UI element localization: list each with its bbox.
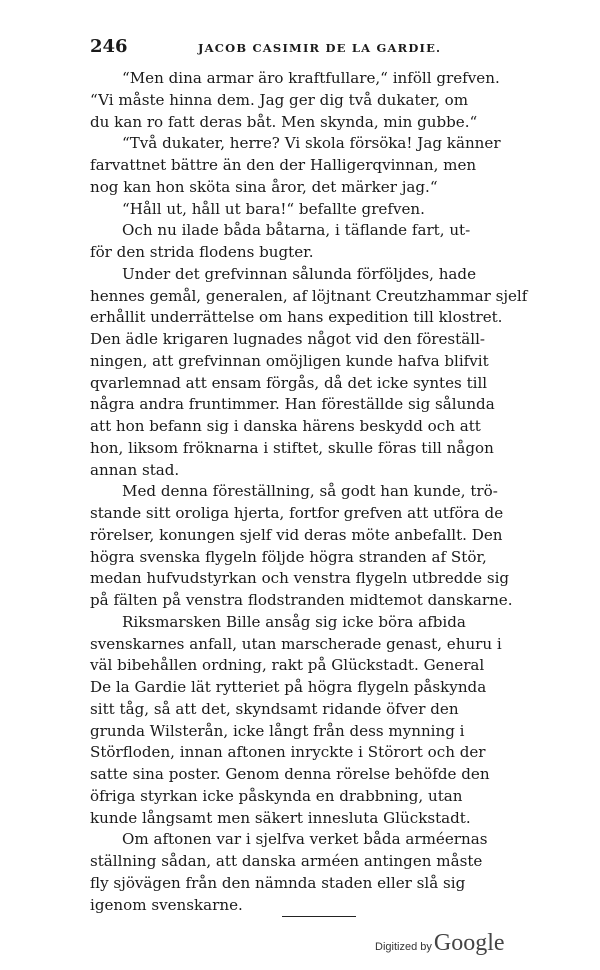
page-header bbox=[90, 36, 556, 60]
digitized-watermark bbox=[375, 930, 505, 957]
paragraph: Om aftonen var i sjelfva verket båda arméernas ställning sådan, att danska arméen antingen måste fly sjövägen från den nämnda staden eller slå sig igenom svenskarne. bbox=[90, 830, 488, 914]
page-body bbox=[90, 68, 556, 916]
end-rule bbox=[282, 916, 356, 917]
running-title: JACOB CASIMIR DE LA GARDIE. bbox=[198, 41, 442, 55]
paragraph: Och nu ilade båda båtarna, i täflande fart, ut- för den strida flodens bugter. bbox=[90, 221, 471, 261]
digitized-label: Digitized by bbox=[375, 941, 432, 953]
paragraph: Riksmarsken Bille ansåg sig icke böra afbida svenskarnes anfall, utan marscherade genast, ehuru i väl bibehållen ordning, rakt på Glückstadt. General De la Gardie lät rytteriet på högra flygeln påskynda sitt tåg, så att det, skyndsamt ridande öfver den grunda Wilsterån, icke långt från dess mynning i Störfloden, innan aftonen inryckte i Störort och der satte sina poster. Genom denna rörelse behöfde den öfriga styrkan icke påskynda en drabbning, utan kunde långsamt men säkert innesluta Glückstadt. bbox=[90, 612, 502, 827]
book-page bbox=[90, 36, 556, 916]
paragraph: “Håll ut, håll ut bara!“ befallte grefven. bbox=[122, 199, 425, 218]
paragraph: Under det grefvinnan sålunda förföljdes, hade hennes gemål, generalen, af löjtnant Creutzhammar sjelf erhållit underrättelse om hans expedition till klostret. Den ädle krigaren lugnades något vid den föreställ- ningen, att grefvinnan omöjligen kunde hafva blifvit qvarlemnad att ensam förgås, då det icke syntes till några andra fruntimmer. Han föreställde sig sålunda att hon befann sig i danska härens beskydd och att hon, liksom fröknarna i stiftet, skulle föras till någon annan stad. bbox=[90, 264, 528, 479]
paragraph: Med denna föreställning, så godt han kunde, trö- stande sitt oroliga hjerta, fortfor grefven att utföra de rörelser, konungen sjelf vid deras möte anbefallt. Den högra svenska flygeln följde högra stranden af Stör, medan hufvudstyrkan och venstra flygeln utbredde sig på fälten på venstra flodstranden midtemot danskarne. bbox=[90, 482, 513, 609]
paragraph: “Två dukater, herre? Vi skola försöka! Jag känner farvattnet bättre än den der Halligerqvinnan, men nog kan hon sköta sina åror, det märker jag.“ bbox=[90, 134, 501, 196]
page-number: 246 bbox=[90, 36, 128, 57]
google-logo: Google bbox=[433, 930, 505, 956]
paragraph: “Men dina armar äro kraftfullare,“ inföll grefven. “Vi måste hinna dem. Jag ger dig två dukater, om du kan ro fatt deras båt. Men skynda, min gubbe.“ bbox=[90, 69, 500, 131]
